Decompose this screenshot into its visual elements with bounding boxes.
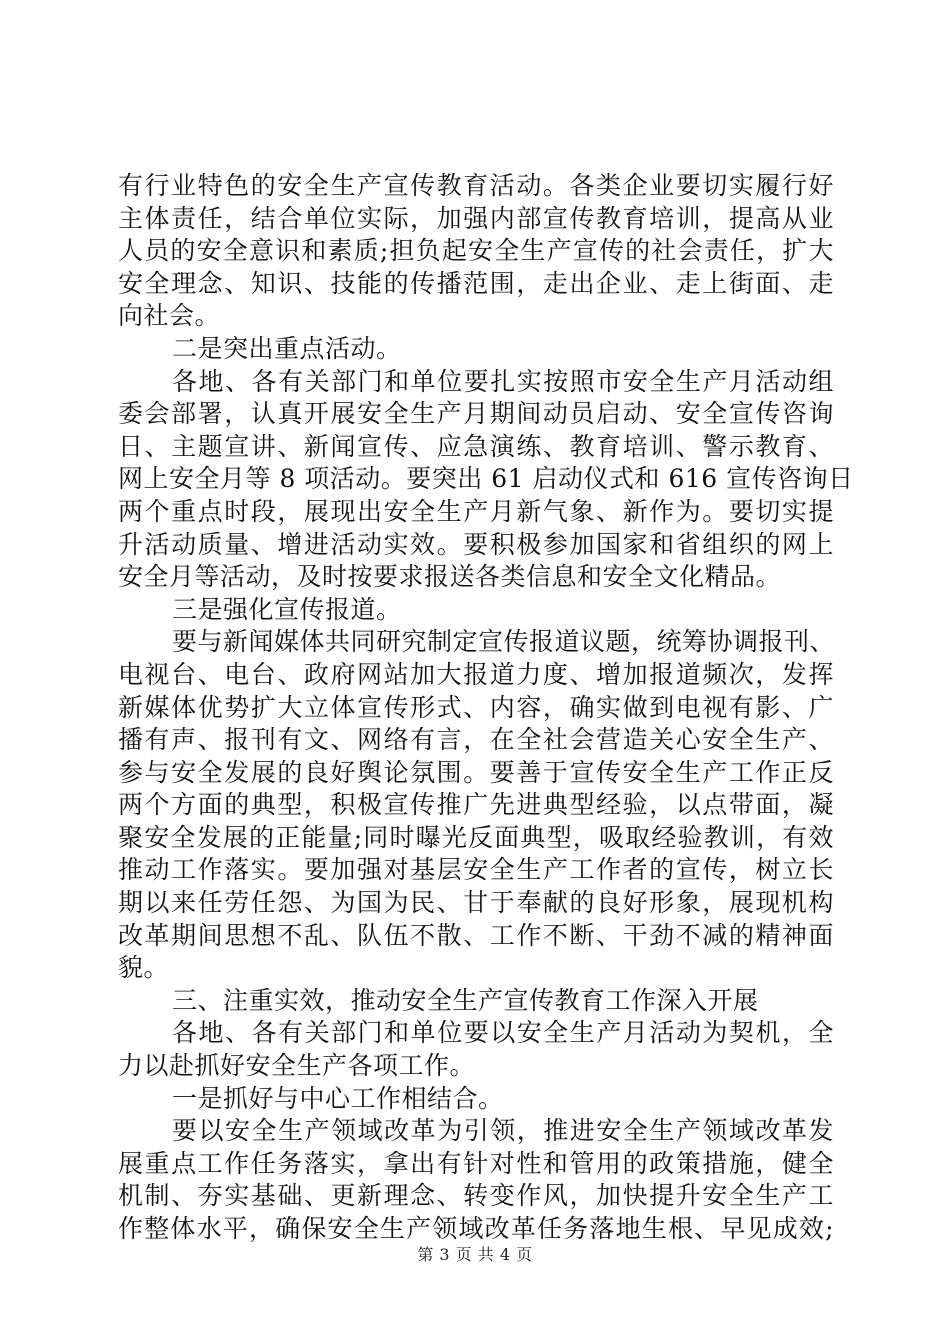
text-line: 有行业特色的安全生产宣传教育活动。各类企业要切实履行好 <box>118 171 834 200</box>
text-line: 推动工作落实。要加强对基层安全生产工作者的宣传，树立长 <box>118 855 834 885</box>
text-line: 三是强化宣传报道。 <box>172 594 402 624</box>
text-line: 期以来任劳任怨、为国为民、甘于奉献的良好形象，展现机构 <box>118 888 834 918</box>
text-line: 要与新闻媒体共同研究制定宣传报道议题，统筹协调报刊、 <box>172 627 836 657</box>
text-line: 机制、夯实基础、更新理念、转变作风，加快提升安全生产工 <box>118 1181 834 1211</box>
text-line: 一是抓好与中心工作相结合。 <box>172 1083 504 1113</box>
text-line: 各地、各有关部门和单位要扎实按照市安全生产月活动组 <box>172 366 834 396</box>
text-line: 主体责任，结合单位实际，加强内部宣传教育培训，提高从业 <box>118 203 834 233</box>
text-line: 展重点工作任务落实，拿出有针对性和管用的政策措施，健全 <box>118 1148 834 1178</box>
text-line: 两个方面的典型，积极宣传推广先进典型经验，以点带面，凝 <box>118 790 834 820</box>
text-line: 委会部署，认真开展安全生产月期间动员启动、安全宣传咨询 <box>118 399 834 429</box>
text-line: 电视台、电台、政府网站加大报道力度、增加报道频次，发挥 <box>118 659 834 689</box>
text-line: 安全理念、知识、技能的传播范围，走出企业、走上街面、走 <box>118 268 834 298</box>
text-line: 人员的安全意识和素质;担负起安全生产宣传的社会责任，扩大 <box>118 236 834 266</box>
text-line: 作整体水平，确保安全生产领域改革任务落地生根、早见成效; <box>118 1214 834 1243</box>
text-line: 两个重点时段，展现出安全生产月新气象、新作为。要切实提 <box>118 496 834 526</box>
text-line: 网上安全月等 8 项活动。要突出 61 启动仪式和 616 宣传咨询日 <box>118 464 854 494</box>
text-line: 貌。 <box>118 953 170 983</box>
text-line: 新媒体优势扩大立体宣传形式、内容，确实做到电视有影、广 <box>118 692 834 722</box>
text-line: 力以赴抓好安全生产各项工作。 <box>118 1051 476 1081</box>
text-line: 播有声、报刊有文、网络有言，在全社会营造关心安全生产、 <box>118 725 834 755</box>
text-line: 安全月等活动，及时按要求报送各类信息和安全文化精品。 <box>118 562 782 592</box>
page-footer: 第 3 页 共 4 页 <box>417 1245 533 1264</box>
text-line: 二是突出重点活动。 <box>172 333 402 363</box>
text-line: 三、注重实效，推动安全生产宣传教育工作深入开展 <box>172 985 759 1015</box>
document-body <box>118 170 854 1246</box>
text-line: 升活动质量、增进活动实效。要积极参加国家和省组织的网上 <box>118 529 834 559</box>
text-line: 要以安全生产领域改革为引领，推进安全生产领域改革发 <box>172 1116 834 1146</box>
text-line: 改革期间思想不乱、队伍不散、工作不断、干劲不减的精神面 <box>118 920 834 950</box>
text-line: 向社会。 <box>118 301 221 331</box>
text-line: 聚安全发展的正能量;同时曝光反面典型，吸取经验教训，有效 <box>118 822 834 852</box>
text-line: 参与安全发展的良好舆论氛围。要善于宣传安全生产工作正反 <box>118 757 834 787</box>
text-line: 日、主题宣讲、新闻宣传、应急演练、教育培训、警示教育、 <box>118 431 834 461</box>
text-line: 各地、各有关部门和单位要以安全生产月活动为契机，全 <box>172 1018 834 1048</box>
